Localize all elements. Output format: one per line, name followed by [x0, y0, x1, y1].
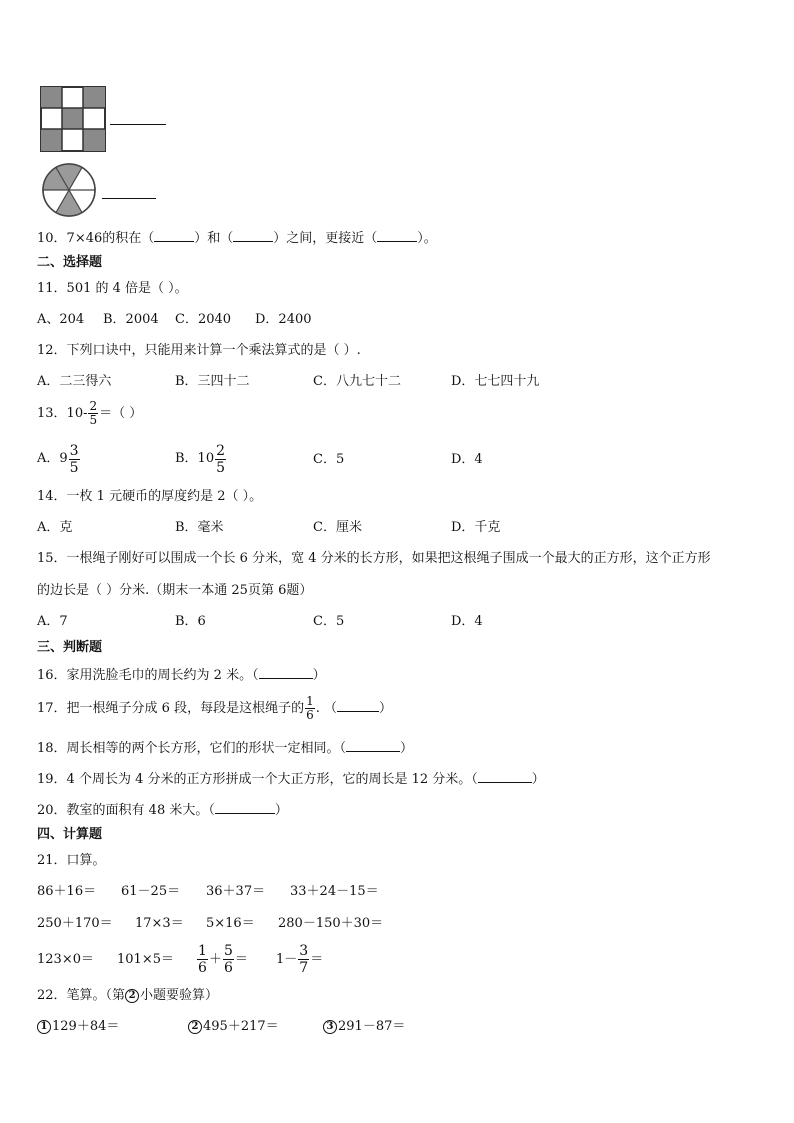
question-15-line2: 的边长是（ ）分米.（期末一本通 25页第 6题） — [37, 583, 313, 598]
answer-blank[interactable] — [377, 228, 417, 242]
calc-item: 61－25＝ — [121, 884, 181, 899]
calc-item-fraction-sum: $\frac{1}{6}$ ＋ $\frac{5}{6}$ ＝ — [198, 943, 248, 976]
answer-blank[interactable] — [233, 228, 273, 242]
answer-blank[interactable] — [337, 698, 379, 712]
q13-option[interactable]: B．10 $\frac{2}{5}$ — [175, 442, 226, 476]
fraction: $\frac{5}{6}$ — [223, 943, 233, 976]
fraction: $\frac{2}{5}$ — [216, 442, 226, 476]
q13-option[interactable]: A．9 $\frac{3}{5}$ — [37, 442, 79, 476]
written-calc-item: 1 129＋84＝ — [37, 1018, 119, 1036]
shaded-cell — [83, 129, 105, 151]
q12-option[interactable]: B．三四十二 — [175, 374, 250, 389]
shaded-cell — [41, 87, 62, 108]
q13-option[interactable]: C．5 — [313, 452, 345, 467]
section-heading-judgment: 三、判断题 — [37, 640, 103, 655]
q11-option[interactable]: A、204 — [37, 312, 85, 327]
calc-item: 250＋170＝ — [37, 916, 113, 931]
q11-option[interactable]: D．2400 — [255, 312, 312, 327]
calc-item: 123×0＝ — [37, 952, 94, 967]
q14-option[interactable]: D．千克 — [451, 520, 501, 535]
q11-option[interactable]: B．2004 — [103, 312, 159, 327]
answer-blank[interactable] — [215, 800, 275, 814]
question-14: 14．一枚 1 元硬币的厚度约是 2（ ）。 — [37, 489, 263, 504]
q15-option[interactable]: D．4 — [451, 614, 483, 629]
question-21: 21．口算。 — [37, 853, 106, 868]
calc-item: 86＋16＝ — [37, 884, 97, 899]
calc-item: 33＋24－15＝ — [290, 884, 379, 899]
q14-option[interactable]: B．毫米 — [175, 520, 224, 535]
calc-item-fraction-diff: 1－ $\frac{3}{7}$ ＝ — [276, 943, 324, 976]
fraction: $\frac{3}{5}$ — [69, 442, 79, 476]
calc-item: 5×16＝ — [206, 916, 255, 931]
written-calc-item: 2 495＋217＝ — [188, 1018, 279, 1036]
answer-blank[interactable] — [346, 738, 400, 752]
question-15: 15．一根绳子刚好可以围成一个长 6 分米，宽 4 分米的长方形，如果把这根绳子围成一个最大的正方形，这个正方形 — [37, 551, 711, 566]
question-20: 20．教室的面积有 48 米大。（ ） — [37, 800, 288, 820]
shaded-cell — [83, 87, 105, 108]
q15-option[interactable]: A．7 — [37, 614, 68, 629]
answer-blank-fig2[interactable] — [102, 186, 156, 199]
question-18: 18．周长相等的两个长方形，它们的形状一定相同。（ ） — [37, 738, 413, 758]
section-heading-calculation: 四、计算题 — [37, 827, 103, 842]
fraction: $\frac{2}{5}$ — [89, 399, 98, 427]
question-17: 17．把一根绳子分成 6 段，每段是这根绳子的 $\frac{1}{6}$ . （ ） — [37, 694, 392, 722]
q13-option[interactable]: D．4 — [451, 452, 483, 467]
question-19: 19．4 个周长为 4 分米的正方形拼成一个大正方形，它的周长是 12 分米。（ ） — [37, 769, 545, 789]
q12-option[interactable]: C．八九七十二 — [313, 374, 401, 389]
calc-item: 101×5＝ — [117, 952, 174, 967]
circled-number: 2 — [125, 989, 139, 1003]
q14-option[interactable]: C．厘米 — [313, 520, 362, 535]
circle-sectors-figure — [40, 162, 98, 218]
q12-option[interactable]: A．二三得六 — [37, 374, 112, 389]
q11-option[interactable]: C．2040 — [175, 312, 232, 327]
written-calc-item: 3 291－87＝ — [323, 1018, 405, 1036]
shaded-cell — [62, 108, 83, 129]
calc-item: 36＋37＝ — [206, 884, 266, 899]
circled-number: 3 — [323, 1020, 337, 1034]
shaded-cell — [41, 129, 62, 151]
question-16: 16．家用洗脸毛巾的周长约为 2 米。（ ） — [37, 665, 326, 685]
question-12: 12．下列口诀中，只能用来计算一个乘法算式的是（ ）. — [37, 343, 361, 358]
answer-blank[interactable] — [154, 228, 194, 242]
answer-blank[interactable] — [259, 665, 313, 679]
q15-option[interactable]: C．5 — [313, 614, 345, 629]
calc-item: 17×3＝ — [135, 916, 184, 931]
fraction: $\frac{3}{7}$ — [299, 943, 309, 976]
q15-option[interactable]: B．6 — [175, 614, 206, 629]
q14-option[interactable]: A．克 — [37, 520, 73, 535]
section-heading-choice: 二、选择题 — [37, 255, 103, 270]
question-13: 13．10- $\frac{2}{5}$ ＝（ ） — [37, 399, 143, 427]
answer-blank[interactable] — [478, 769, 532, 783]
circled-number: 1 — [37, 1020, 51, 1034]
checkered-square-figure — [40, 86, 106, 152]
question-10: 10．7×46的积在（ ）和（ ）之间，更接近（ ）。 — [37, 228, 437, 248]
fraction: $\frac{1}{6}$ — [306, 694, 314, 722]
question-22: 22．笔算。（第 2 小题要验算） — [37, 988, 219, 1003]
answer-blank-fig1[interactable] — [110, 112, 166, 125]
question-11: 11．501 的 4 倍是（ ）。 — [37, 281, 188, 296]
circled-number: 2 — [188, 1020, 202, 1034]
q12-option[interactable]: D．七七四十九 — [451, 374, 540, 389]
calc-item: 280－150＋30＝ — [278, 916, 384, 931]
fraction: $\frac{1}{6}$ — [198, 943, 207, 976]
